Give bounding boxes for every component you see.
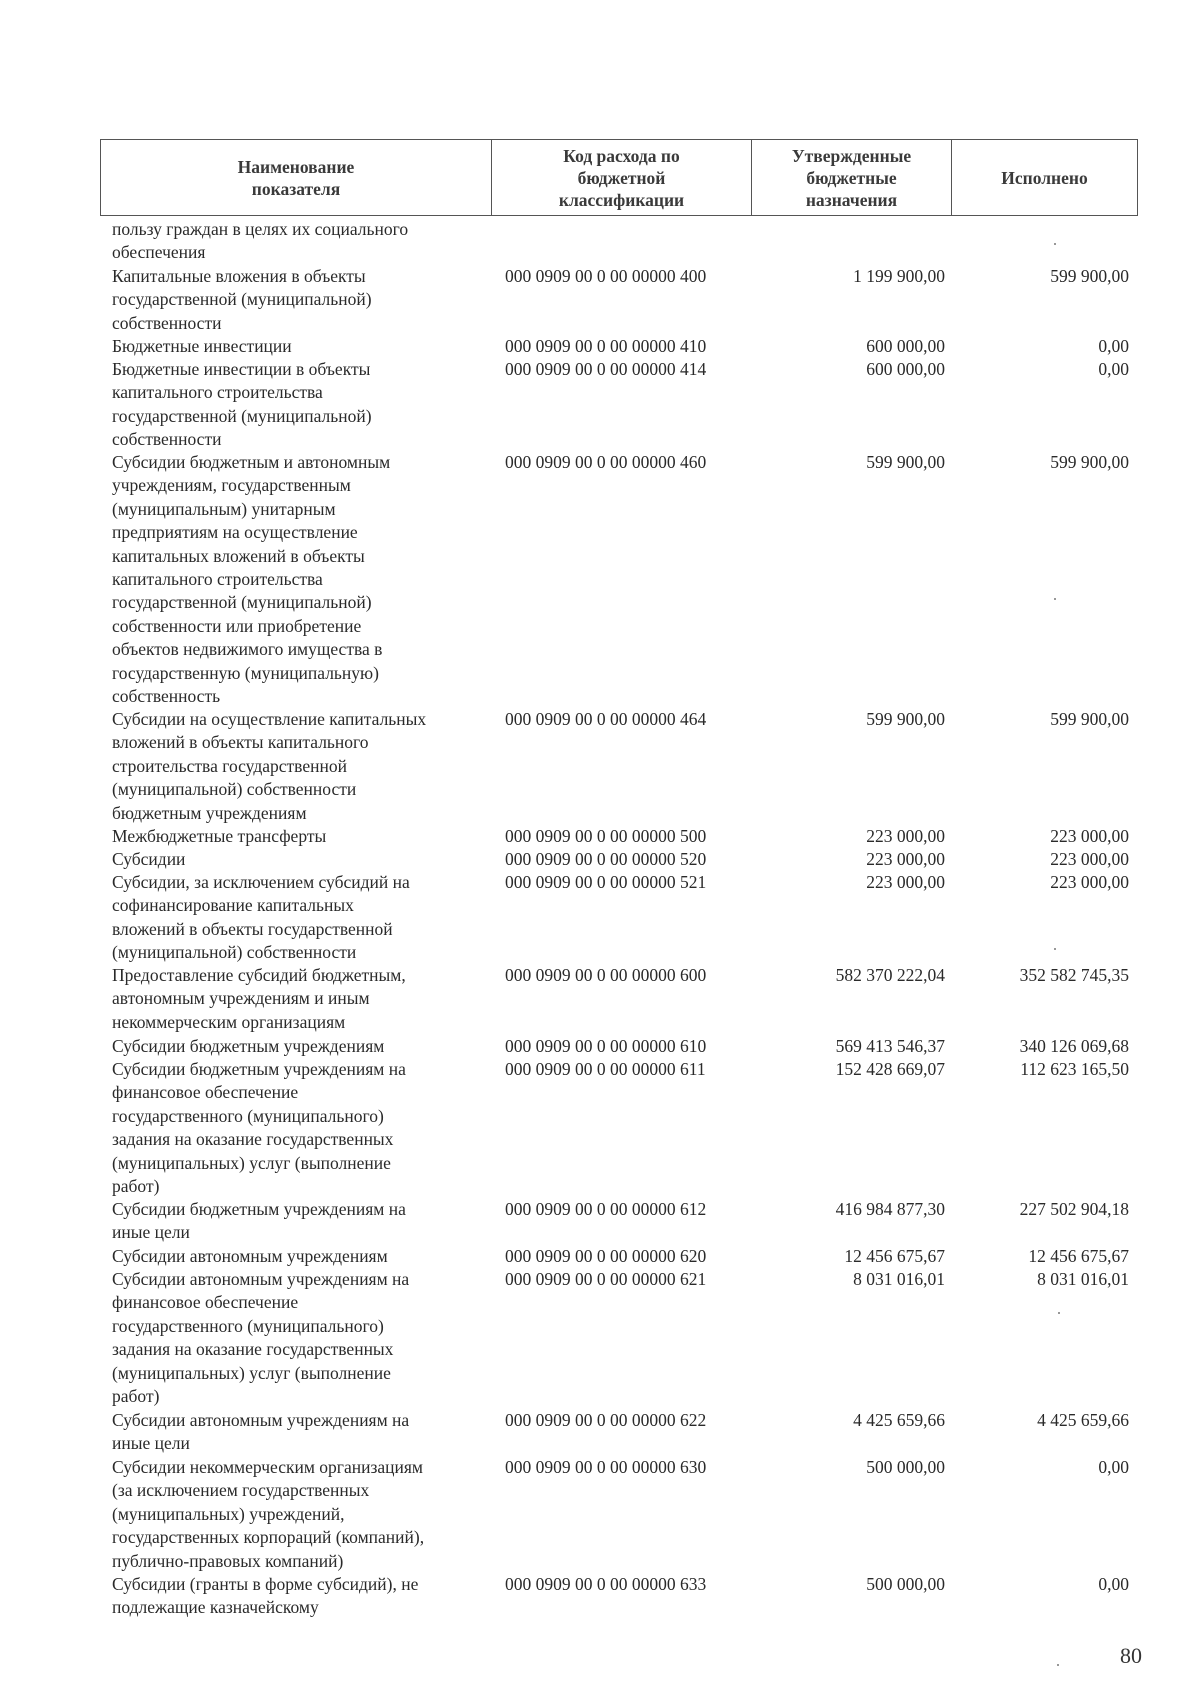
row-name: Бюджетные инвестиции — [112, 336, 292, 356]
row-executed: 0,00 — [1098, 1457, 1129, 1477]
row-approved: 12 456 675,67 — [844, 1246, 945, 1266]
row-executed: 223 000,00 — [1050, 849, 1129, 869]
row-code: 000 0909 00 0 00 00000 622 — [505, 1410, 707, 1430]
row-executed: 599 900,00 — [1050, 452, 1129, 472]
header-code — [491, 139, 752, 216]
row-approved: 599 900,00 — [866, 452, 945, 472]
row-name: пользу граждан в целях их социального обеспечения — [112, 219, 409, 263]
header-code-line: классификации — [558, 189, 685, 210]
page-number: 80 — [1120, 1643, 1142, 1668]
row-approved: 582 370 222,04 — [835, 965, 945, 985]
scan-speck — [1054, 243, 1056, 245]
header-approved — [751, 139, 952, 216]
row-approved: 223 000,00 — [866, 872, 945, 892]
row-executed: 223 000,00 — [1050, 872, 1129, 892]
row-approved: 8 031 016,01 — [853, 1269, 945, 1289]
row-name: Субсидии автономным учреждениям на финансовое обеспечение государственного (муниципального) задания на оказание государственных (муниципальных) услуг (выполнение работ) — [112, 1269, 410, 1407]
row-code: 000 0909 00 0 00 00000 520 — [505, 849, 707, 869]
row-code: 000 0909 00 0 00 00000 464 — [505, 709, 707, 729]
row-executed: 112 623 165,50 — [1020, 1059, 1129, 1079]
row-executed: 352 582 745,35 — [1019, 965, 1129, 985]
header-code-line: бюджетной — [577, 167, 666, 188]
row-approved: 500 000,00 — [866, 1574, 945, 1594]
header-name-line: Наименование — [237, 156, 355, 177]
row-code: 000 0909 00 0 00 00000 414 — [505, 359, 707, 379]
row-code: 000 0909 00 0 00 00000 621 — [505, 1269, 707, 1289]
row-name: Субсидии бюджетным учреждениям на финансовое обеспечение государственного (муниципального) задания на оказание государственных (муниципальных) услуг (выполнение работ) — [112, 1059, 406, 1197]
row-executed: 599 900,00 — [1050, 709, 1129, 729]
row-executed: 0,00 — [1098, 1574, 1129, 1594]
row-approved: 4 425 659,66 — [853, 1410, 945, 1430]
row-approved: 223 000,00 — [866, 826, 945, 846]
row-approved: 152 428 669,07 — [835, 1059, 945, 1079]
row-approved: 500 000,00 — [866, 1457, 945, 1477]
row-name: Субсидии бюджетным учреждениям на иные цели — [112, 1199, 406, 1243]
row-name: Субсидии (гранты в форме субсидий), не подлежащие казначейскому — [112, 1574, 419, 1618]
row-approved: 416 984 877,30 — [835, 1199, 945, 1219]
row-code: 000 0909 00 0 00 00000 633 — [505, 1574, 707, 1594]
row-approved: 223 000,00 — [866, 849, 945, 869]
row-name: Межбюджетные трансферты — [112, 826, 327, 846]
row-executed: 227 502 904,18 — [1019, 1199, 1129, 1219]
row-name: Субсидии некоммерческим организациям (за исключением государственных (муниципальных) учреждений, государственных корпораций (компаний), публично-правовых компаний) — [112, 1457, 425, 1571]
scan-speck — [1054, 598, 1056, 600]
row-executed: 0,00 — [1098, 336, 1129, 356]
header-approved-line: бюджетные — [806, 167, 897, 188]
row-executed: 223 000,00 — [1050, 826, 1129, 846]
row-executed: 4 425 659,66 — [1037, 1410, 1129, 1430]
row-approved: 1 199 900,00 — [853, 266, 945, 286]
row-approved: 599 900,00 — [866, 709, 945, 729]
row-name: Предоставление субсидий бюджетным, автономным учреждениям и иным некоммерческим организациям — [112, 965, 406, 1032]
header-name — [100, 139, 492, 216]
row-code: 000 0909 00 0 00 00000 410 — [505, 336, 707, 356]
row-name: Субсидии, за исключением субсидий на софинансирование капитальных вложений в объекты государственной (муниципальной) собственности — [112, 872, 410, 963]
row-name: Субсидии — [112, 849, 186, 869]
row-executed: 340 126 069,68 — [1019, 1036, 1129, 1056]
header-executed — [951, 139, 1138, 216]
row-name: Капитальные вложения в объекты государственной (муниципальной) собственности — [112, 266, 372, 333]
row-code: 000 0909 00 0 00 00000 611 — [505, 1059, 706, 1079]
row-code: 000 0909 00 0 00 00000 600 — [505, 965, 707, 985]
header-executed-line: Исполнено — [1001, 167, 1088, 188]
row-code: 000 0909 00 0 00 00000 630 — [505, 1457, 707, 1477]
header-approved-line: назначения — [805, 189, 898, 210]
row-approved: 569 413 546,37 — [835, 1036, 945, 1056]
row-name: Субсидии бюджетным учреждениям — [112, 1036, 385, 1056]
row-approved: 600 000,00 — [866, 359, 945, 379]
row-name: Субсидии автономным учреждениям — [112, 1246, 388, 1266]
row-code: 000 0909 00 0 00 00000 500 — [505, 826, 707, 846]
row-executed: 8 031 016,01 — [1037, 1269, 1129, 1289]
scan-speck — [1054, 948, 1056, 950]
header-code-line: Код расхода по — [563, 145, 680, 166]
row-code: 000 0909 00 0 00 00000 521 — [505, 872, 707, 892]
header-approved-line: Утвержденные — [791, 145, 912, 166]
row-name: Субсидии на осуществление капитальных вложений в объекты капитального строительства государственной (муниципальной) собственности бюджетным учреждениям — [112, 709, 427, 823]
row-code: 000 0909 00 0 00 00000 612 — [505, 1199, 707, 1219]
scan-speck — [1058, 1312, 1060, 1314]
row-name: Субсидии бюджетным и автономным учреждениям, государственным (муниципальным) унитарным предприятиям на осуществление капитальных вложений в объекты капитального строительства государственной (муниципальной) собственности или приобретение объектов недвижимого имущества в государственную (муниципальную) собственность — [112, 452, 391, 707]
row-code: 000 0909 00 0 00 00000 620 — [505, 1246, 707, 1266]
row-name: Бюджетные инвестиции в объекты капитального строительства государственной (муниципальной) собственности — [112, 359, 372, 450]
row-code: 000 0909 00 0 00 00000 400 — [505, 266, 707, 286]
row-code: 000 0909 00 0 00 00000 460 — [505, 452, 707, 472]
header-name-line: показателя — [251, 178, 341, 199]
row-approved: 600 000,00 — [866, 336, 945, 356]
row-code: 000 0909 00 0 00 00000 610 — [505, 1036, 707, 1056]
row-executed: 599 900,00 — [1050, 266, 1129, 286]
scan-speck — [1057, 1664, 1059, 1666]
row-executed: 0,00 — [1098, 359, 1129, 379]
row-executed: 12 456 675,67 — [1028, 1246, 1129, 1266]
row-name: Субсидии автономным учреждениям на иные цели — [112, 1410, 410, 1454]
